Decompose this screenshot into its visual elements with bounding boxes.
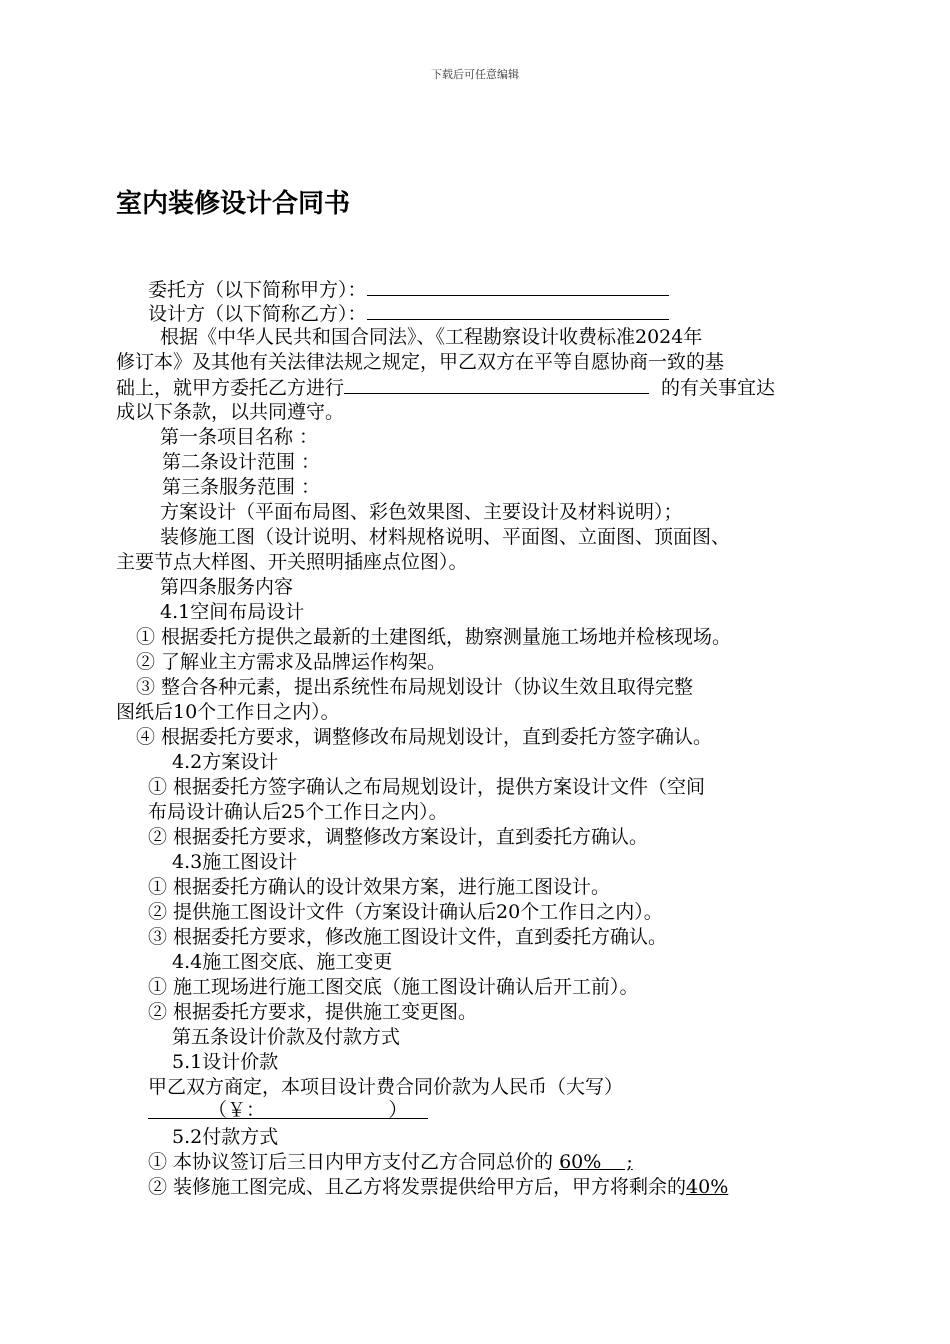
fee-amount-line: [148, 1100, 428, 1125]
fee-amount: （￥： ）: [208, 1099, 408, 1121]
section-4-2-item-1b: 布局设计确认后25个工作日之内）。: [148, 801, 448, 823]
section-4-2: 4.2方案设计: [172, 751, 279, 773]
payment-item-1-text: ① 本协议签订后三日内甲方支付乙方合同总价的: [148, 1151, 560, 1173]
section-4-1-item-3b: 图纸后10个工作日之内）。: [116, 701, 340, 723]
payment-item-2-text: ② 装修施工图完成、且乙方将发票提供给甲方后，甲方将剩余的: [148, 1176, 687, 1198]
section-5-2: 5.2付款方式: [172, 1126, 279, 1148]
payment-item-2-percent: 40%: [686, 1176, 729, 1198]
payment-item-1: [148, 1150, 633, 1174]
scope-line-2a: 装修施工图（设计说明、材料规格说明、平面图、立面图、顶面图、: [160, 526, 731, 548]
section-4-1-item-3a: ③ 整合各种元素，提出系统性布局规划设计（协议生效且取得完整: [136, 676, 694, 698]
section-4-4-item-1: ① 施工现场进行施工图交底（施工图设计确认后开工前）。: [148, 976, 639, 998]
intro-line-4: 成以下条款，以共同遵守。: [116, 401, 345, 423]
section-4-2-item-1a: ① 根据委托方签字确认之布局规划设计，提供方案设计文件（空间: [148, 776, 706, 798]
client-blank[interactable]: [367, 277, 669, 296]
payment-item-1-percent: 60% ;: [559, 1151, 633, 1173]
designer-line: [148, 301, 669, 326]
document-title: 室内装修设计合同书: [116, 189, 351, 219]
article-1: 第一条项目名称 ：: [160, 426, 319, 448]
intro-line-2: 修订本》及其他有关法律法规之规定，甲乙双方在平等自愿协商一致的基: [116, 351, 725, 373]
article-2: 第二条设计范围 ：: [162, 451, 321, 473]
client-line: [148, 277, 669, 302]
project-blank[interactable]: [344, 375, 649, 394]
designer-label: 设计方（以下简称乙方）：: [148, 303, 367, 325]
intro-line-1: 根据《中华人民共和国合同法》、《工程勘察设计收费标准2024年: [160, 326, 703, 348]
section-4-3: 4.3施工图设计: [172, 851, 298, 873]
section-4-1-item-4: ④ 根据委托方要求，调整修改布局规划设计，直到委托方签字确认。: [136, 726, 713, 748]
section-5-1: 5.1设计价款: [172, 1051, 279, 1073]
article-4: 第四条服务内容: [160, 576, 294, 598]
fee-statement: 甲乙双方商定，本项目设计费合同价款为人民币（大写）: [148, 1076, 624, 1098]
section-4-1-item-1: ① 根据委托方提供之最新的土建图纸，勘察测量施工场地并检核现场。: [136, 626, 732, 648]
section-4-2-item-2: ② 根据委托方要求，调整修改方案设计，直到委托方确认。: [148, 826, 649, 848]
section-4-1-item-2: ② 了解业主方需求及品牌运作构架。: [136, 651, 447, 673]
section-4-4: 4.4施工图交底、施工变更: [172, 951, 393, 973]
scope-line-1: 方案设计（平面布局图、彩色效果图、主要设计及材料说明）；: [160, 501, 683, 523]
designer-blank[interactable]: [367, 301, 669, 320]
article-3: 第三条服务范围 ：: [162, 476, 321, 498]
intro-line-3-start: 础上，就甲方委托乙方进行: [116, 377, 345, 399]
article-5: 第五条设计价款及付款方式: [172, 1026, 401, 1048]
section-4-3-item-3: ③ 根据委托方要求，修改施工图设计文件，直到委托方确认。: [148, 926, 668, 948]
intro-line-3-end: 的有关事宜达: [661, 377, 776, 399]
section-4-4-item-2: ② 根据委托方要求，提供施工变更图。: [148, 1001, 478, 1023]
fee-amount-blank[interactable]: [148, 1100, 428, 1119]
header-note: 下载后可任意编辑: [431, 68, 519, 81]
scope-line-2b: 主要节点大样图、开关照明插座点位图）。: [116, 551, 468, 573]
client-label: 委托方（以下简称甲方）：: [148, 279, 367, 301]
section-4-1: 4.1空间布局设计: [160, 601, 305, 623]
intro-line-3: [116, 375, 775, 400]
payment-item-2: [148, 1175, 728, 1199]
section-4-3-item-1: ① 根据委托方确认的设计效果方案，进行施工图设计。: [148, 876, 611, 898]
section-4-3-item-2: ② 提供施工图设计文件（方案设计确认后20个工作日之内）。: [148, 901, 663, 923]
